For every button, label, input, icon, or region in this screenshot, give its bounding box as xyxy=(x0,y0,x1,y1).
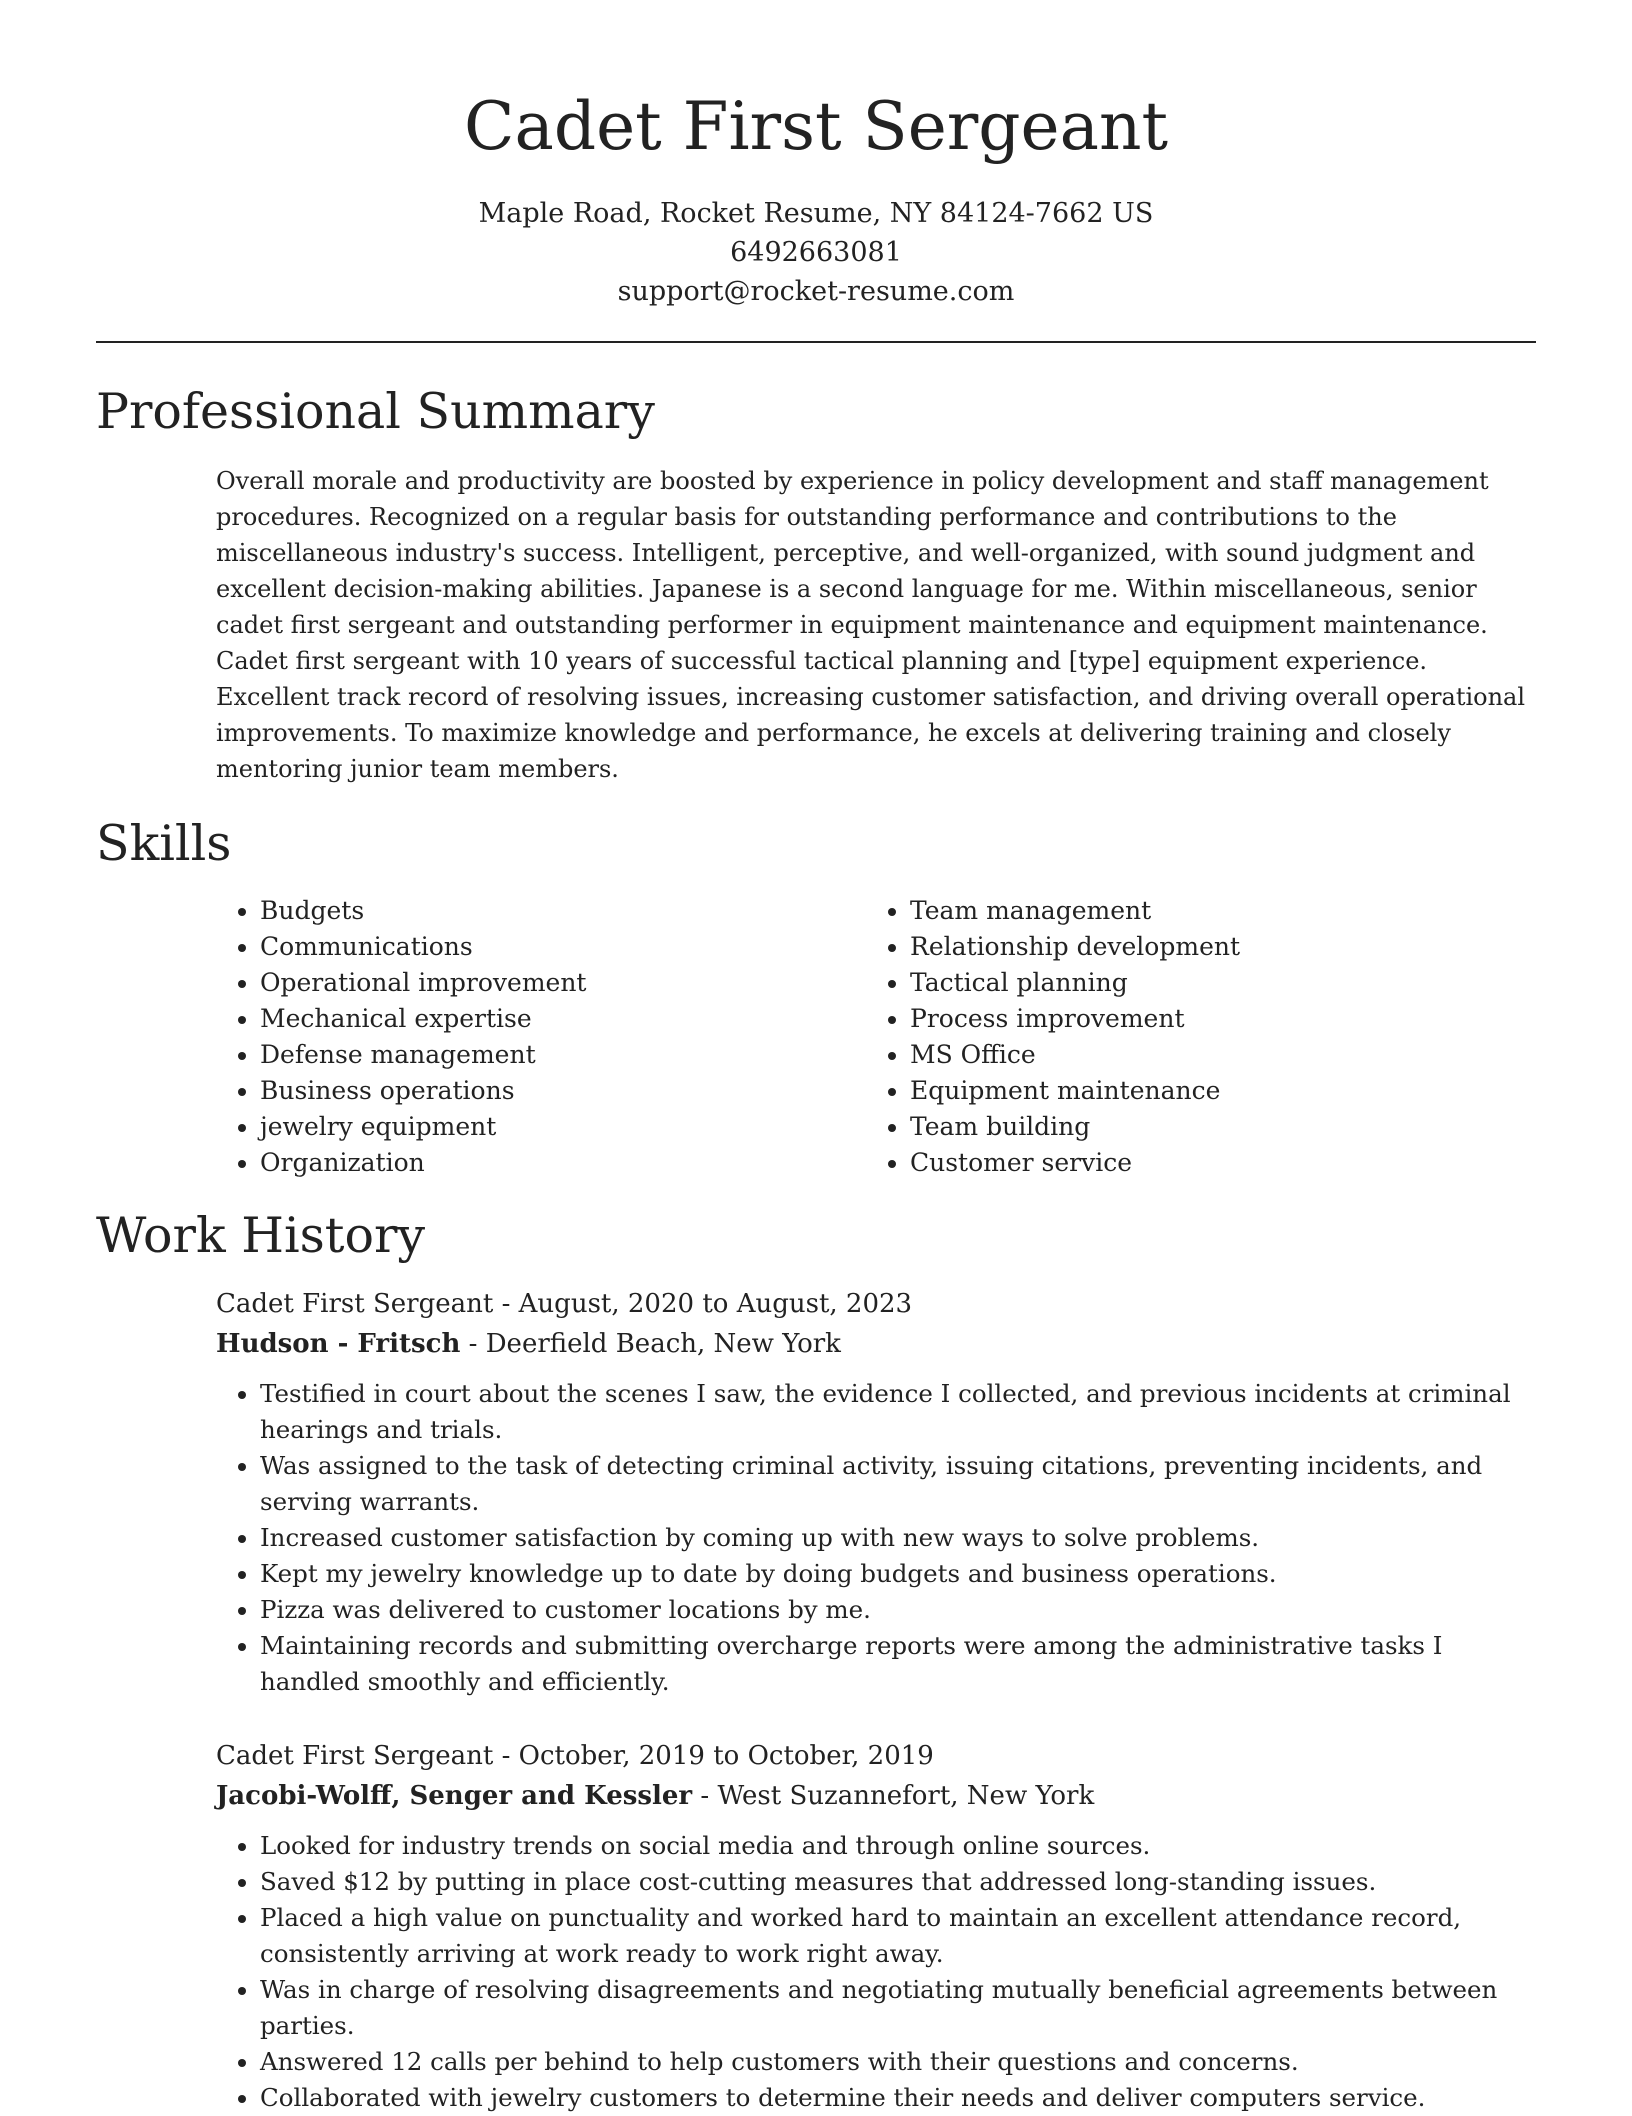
job-entry xyxy=(216,1284,1526,1700)
job-bullet: • Collaborated with jewelry customers to determine their needs and deliver computers service. xyxy=(260,2080,1526,2116)
skill-item: • Team building xyxy=(910,1109,1240,1145)
email: support@rocket-resume.com xyxy=(617,276,1015,307)
job-dates: - August, 2020 to August, 2023 xyxy=(493,1289,913,1319)
skill-item: • Process improvement xyxy=(910,1001,1240,1037)
summary-text: Overall morale and productivity are boosted by experience in policy development and staff management procedures. Recognized on a regular basis for outstanding performance and contributions to the miscellaneous industry's success. Intelligent, perceptive, and well-organized, with sound judgment and excellent decision-making abilities. Japanese is a second language for me. Within miscellaneous, senior cadet first sergeant and outstanding performer in equipment maintenance and equipment maintenance. Cadet first sergeant with 10 years of successful tactical planning and [type] equipment experience. Excellent track record of resolving issues, increasing customer satisfaction, and driving overall operational improvements. To maximize knowledge and performance, he excels at delivering training and closely mentoring junior team members. xyxy=(216,467,1526,783)
job-title-line xyxy=(216,1284,1526,1324)
skill-item: • Communications xyxy=(260,929,586,965)
job-position: Cadet First Sergeant xyxy=(216,1741,494,1771)
skill-item: • Operational improvement xyxy=(260,965,586,1001)
job-position: Cadet First Sergeant xyxy=(216,1289,494,1319)
skill-item: • Customer service xyxy=(910,1145,1240,1181)
skills-section xyxy=(216,893,1526,1193)
job-title-line xyxy=(216,1736,1526,1776)
job-location: - Deerfield Beach, New York xyxy=(460,1329,841,1359)
candidate-name: Cadet First Sergeant xyxy=(464,88,1168,165)
job-bullets xyxy=(216,1376,1526,1700)
skills-list-left xyxy=(216,893,586,1181)
job-bullet: • Pizza was delivered to customer locations by me. xyxy=(260,1592,1526,1628)
address: Maple Road, Rocket Resume, NY 84124-7662 US xyxy=(478,198,1154,229)
job-bullet: • Maintaining records and submitting overcharge reports were among the administrative tasks I handled smoothly and efficiently. xyxy=(260,1628,1526,1700)
work-history-heading: Work History xyxy=(96,1207,426,1264)
skill-item: • Team management xyxy=(910,893,1240,929)
job-company-line xyxy=(216,1776,1526,1816)
job-bullet: • Answered 12 calls per behind to help customers with their questions and concerns. xyxy=(260,2044,1526,2080)
job-entry xyxy=(216,1736,1526,2116)
resume-header xyxy=(0,0,1632,311)
job-bullets xyxy=(216,1828,1526,2116)
job-bullet: • Increased customer satisfaction by coming up with new ways to solve problems. xyxy=(260,1520,1526,1556)
job-dates: - October, 2019 to October, 2019 xyxy=(493,1741,934,1771)
header-divider xyxy=(96,341,1536,343)
job-bullet: • Testified in court about the scenes I saw, the evidence I collected, and previous incidents at criminal hearings and trials. xyxy=(260,1376,1526,1448)
skill-item: • Defense management xyxy=(260,1037,586,1073)
job-company: Jacobi-Wolff, Senger and Kessler xyxy=(216,1781,693,1811)
skill-item: • Business operations xyxy=(260,1073,586,1109)
skill-item: • jewelry equipment xyxy=(260,1109,586,1145)
job-bullet: • Placed a high value on punctuality and worked hard to maintain an excellent attendance record, consistently arriving at work ready to work right away. xyxy=(260,1900,1526,1972)
skills-list-right xyxy=(866,893,1240,1181)
skill-item: • Organization xyxy=(260,1145,586,1181)
job-company-line xyxy=(216,1324,1526,1364)
skill-item: • Relationship development xyxy=(910,929,1240,965)
skills-heading: Skills xyxy=(96,815,232,872)
skill-item: • MS Office xyxy=(910,1037,1240,1073)
phone: 6492663081 xyxy=(730,237,902,268)
skill-item: • Tactical planning xyxy=(910,965,1240,1001)
job-bullet: • Looked for industry trends on social media and through online sources. xyxy=(260,1828,1526,1864)
job-bullet: • Was in charge of resolving disagreements and negotiating mutually beneficial agreements between parties. xyxy=(260,1972,1526,2044)
job-bullet: • Kept my jewelry knowledge up to date by doing budgets and business operations. xyxy=(260,1556,1526,1592)
job-bullet: • Saved $12 by putting in place cost-cutting measures that addressed long-standing issues. xyxy=(260,1864,1526,1900)
summary-section xyxy=(216,463,1526,787)
summary-heading: Professional Summary xyxy=(96,383,655,440)
job-location: - West Suzannefort, New York xyxy=(692,1781,1095,1811)
job-bullet: • Was assigned to the task of detecting criminal activity, issuing citations, preventing incidents, and serving warrants. xyxy=(260,1448,1526,1520)
skill-item: • Budgets xyxy=(260,893,586,929)
job-company: Hudson - Fritsch xyxy=(216,1329,461,1359)
skill-item: • Mechanical expertise xyxy=(260,1001,586,1037)
skill-item: • Equipment maintenance xyxy=(910,1073,1240,1109)
